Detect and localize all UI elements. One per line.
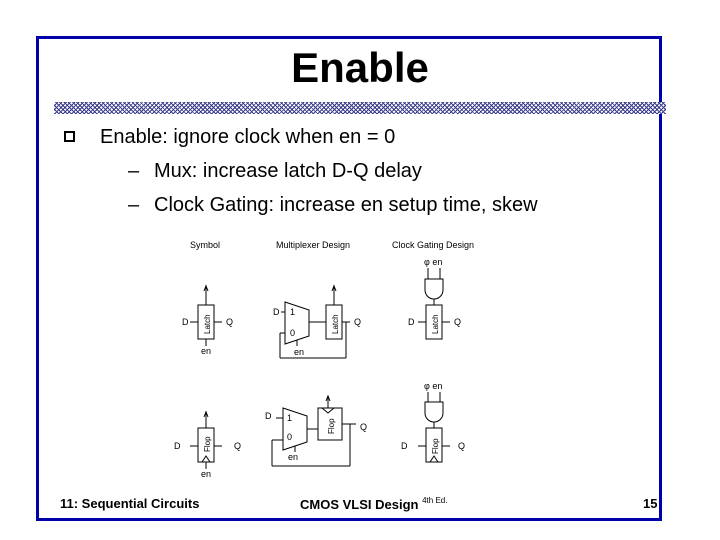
bullet-main-text: Enable: ignore clock when en = 0 <box>100 126 396 148</box>
footer-edition: 4th Ed. <box>422 496 448 505</box>
label-phi-en: φ en <box>424 381 443 391</box>
label-en: en <box>201 346 212 356</box>
label-latch: Latch <box>203 314 212 334</box>
label-d: D <box>408 317 415 327</box>
label-d: D <box>182 317 189 327</box>
label-flop: Flop <box>431 438 440 454</box>
label-latch: Latch <box>431 314 440 334</box>
label-en: en <box>288 452 299 462</box>
label-q: Q <box>458 441 466 451</box>
label-q: Q <box>234 441 242 451</box>
label-en: en <box>201 469 212 479</box>
label-d: D <box>265 411 272 421</box>
label-q: Q <box>354 317 362 327</box>
bullet-sub-2-text: Clock Gating: increase en setup time, skew <box>154 194 538 216</box>
mux-flop <box>272 396 356 466</box>
label-q: Q <box>226 317 234 327</box>
header-mux: Multiplexer Design <box>276 240 351 250</box>
slide-title: Enable <box>291 44 429 91</box>
label-en: en <box>294 347 305 357</box>
page-number: 15 <box>643 496 658 511</box>
label-flop: Flop <box>327 418 336 434</box>
label-d: D <box>273 307 280 317</box>
header-gating: Clock Gating Design <box>392 240 475 250</box>
dash-marker: – <box>128 194 140 216</box>
label-d: D <box>174 441 181 451</box>
header-symbol: Symbol <box>190 240 221 250</box>
footer-course-title: CMOS VLSI Design <box>300 497 419 512</box>
footer-chapter: 11: Sequential Circuits <box>60 496 200 511</box>
label-d: D <box>401 441 408 451</box>
dash-marker: – <box>128 160 140 182</box>
label-mux-0: 0 <box>290 328 296 338</box>
label-flop: Flop <box>203 436 212 452</box>
bullet-sub-1-text: Mux: increase latch D-Q delay <box>154 160 422 182</box>
label-mux-0: 0 <box>287 432 293 442</box>
label-q: Q <box>360 422 368 432</box>
label-q: Q <box>454 317 462 327</box>
label-mux-1: 1 <box>290 307 296 317</box>
footer-course <box>300 496 447 512</box>
label-mux-1: 1 <box>287 413 293 423</box>
label-phi-en: φ en <box>424 257 443 267</box>
label-latch: Latch <box>331 314 340 334</box>
